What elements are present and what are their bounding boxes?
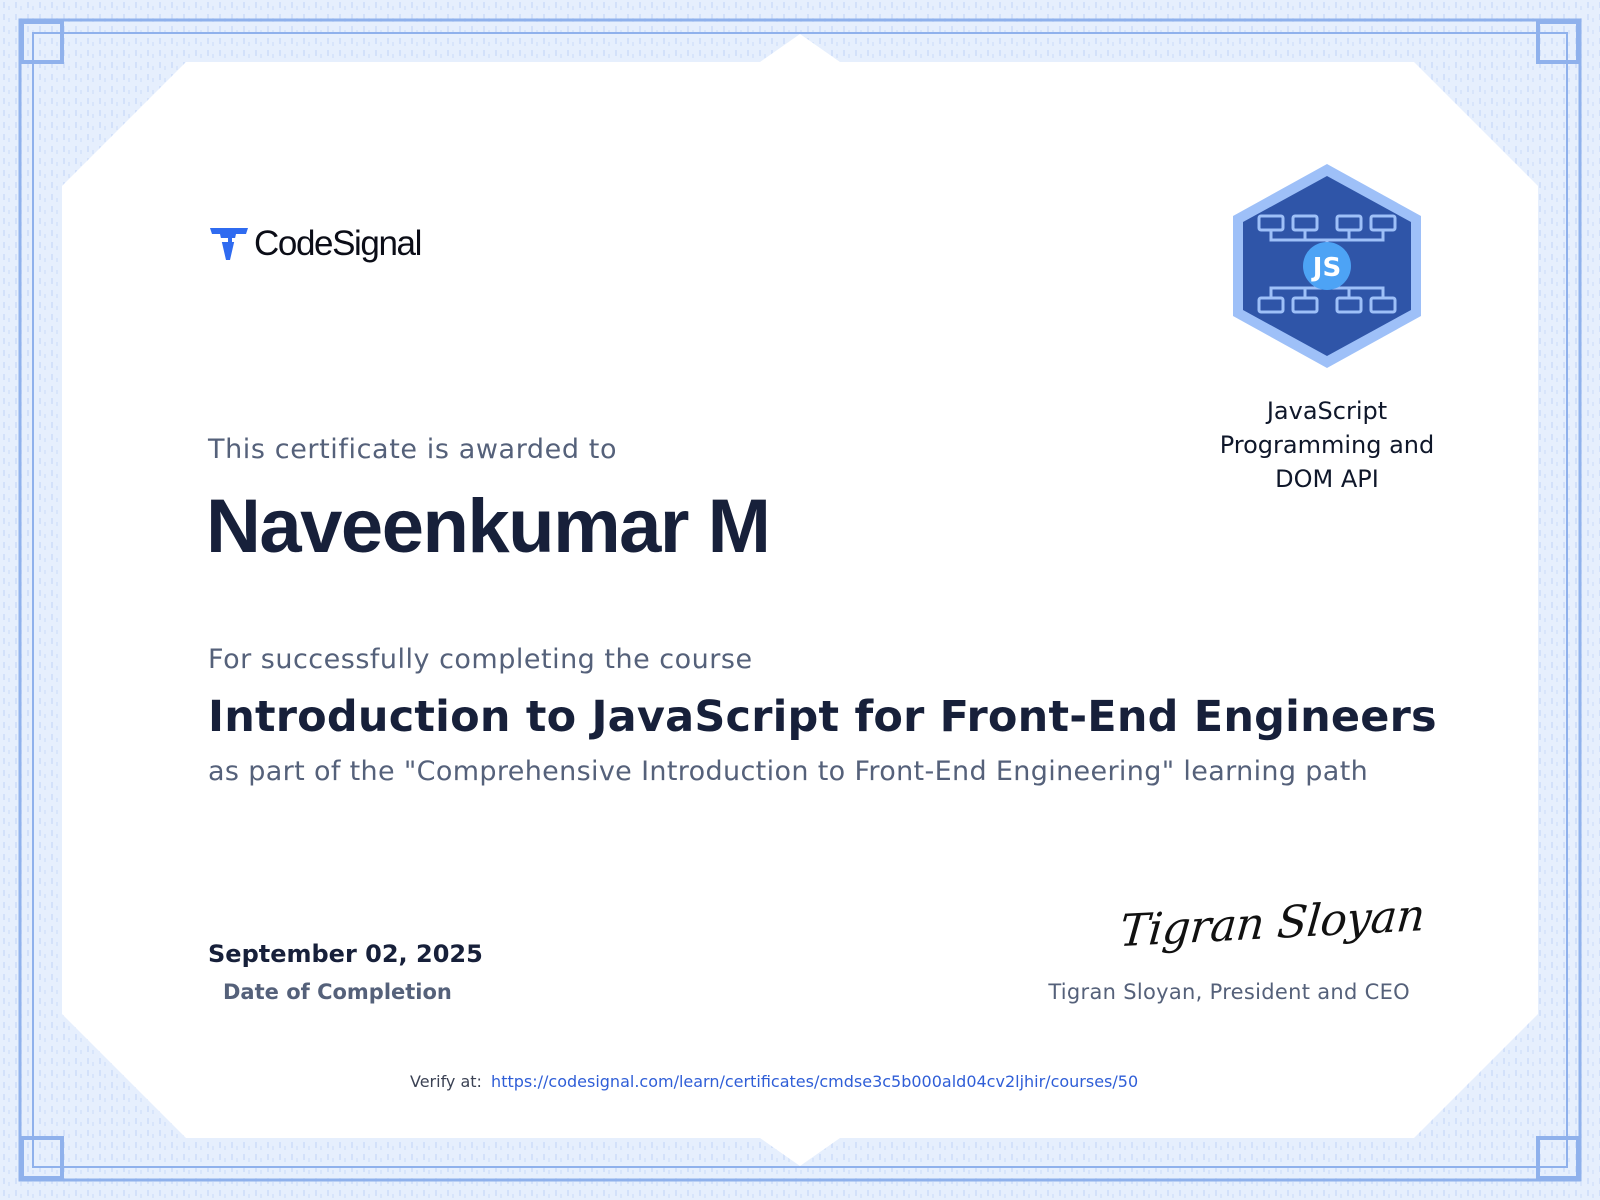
learning-path-text: as part of the "Comprehensive Introduction to Front-End Engineering" learning path [208, 756, 1369, 787]
completion-intro: For successfully completing the course [208, 644, 753, 675]
completion-date: September 02, 2025 [208, 940, 483, 968]
awarded-intro: This certificate is awarded to [208, 434, 618, 465]
verify-line [410, 1072, 1138, 1091]
badge-title [1190, 394, 1464, 496]
badge-title-line: DOM API [1275, 465, 1379, 493]
verify-link[interactable]: https://codesignal.com/learn/certificates/cmdse3c5b000ald04cv2ljhir/courses/50 [491, 1072, 1139, 1091]
badge-js-text: JS [1312, 253, 1342, 283]
verify-label: Verify at: [410, 1072, 482, 1091]
brand-name: CodeSignal [254, 224, 421, 263]
badge-title-line: Programming and [1219, 431, 1435, 459]
js-course-badge-icon [1229, 162, 1425, 370]
signer-title: Tigran Sloyan, President and CEO [1048, 980, 1410, 1004]
codesignal-logo-icon [208, 224, 250, 264]
date-label: Date of Completion [223, 980, 452, 1004]
badge-title-line: JavaScript [1266, 397, 1388, 425]
recipient-name: Naveenkumar M [206, 484, 770, 569]
course-title: Introduction to JavaScript for Front-End Engineers [208, 692, 1437, 742]
ceo-signature: Tigran Sloyan [1117, 889, 1427, 958]
codesignal-logo [208, 222, 421, 266]
